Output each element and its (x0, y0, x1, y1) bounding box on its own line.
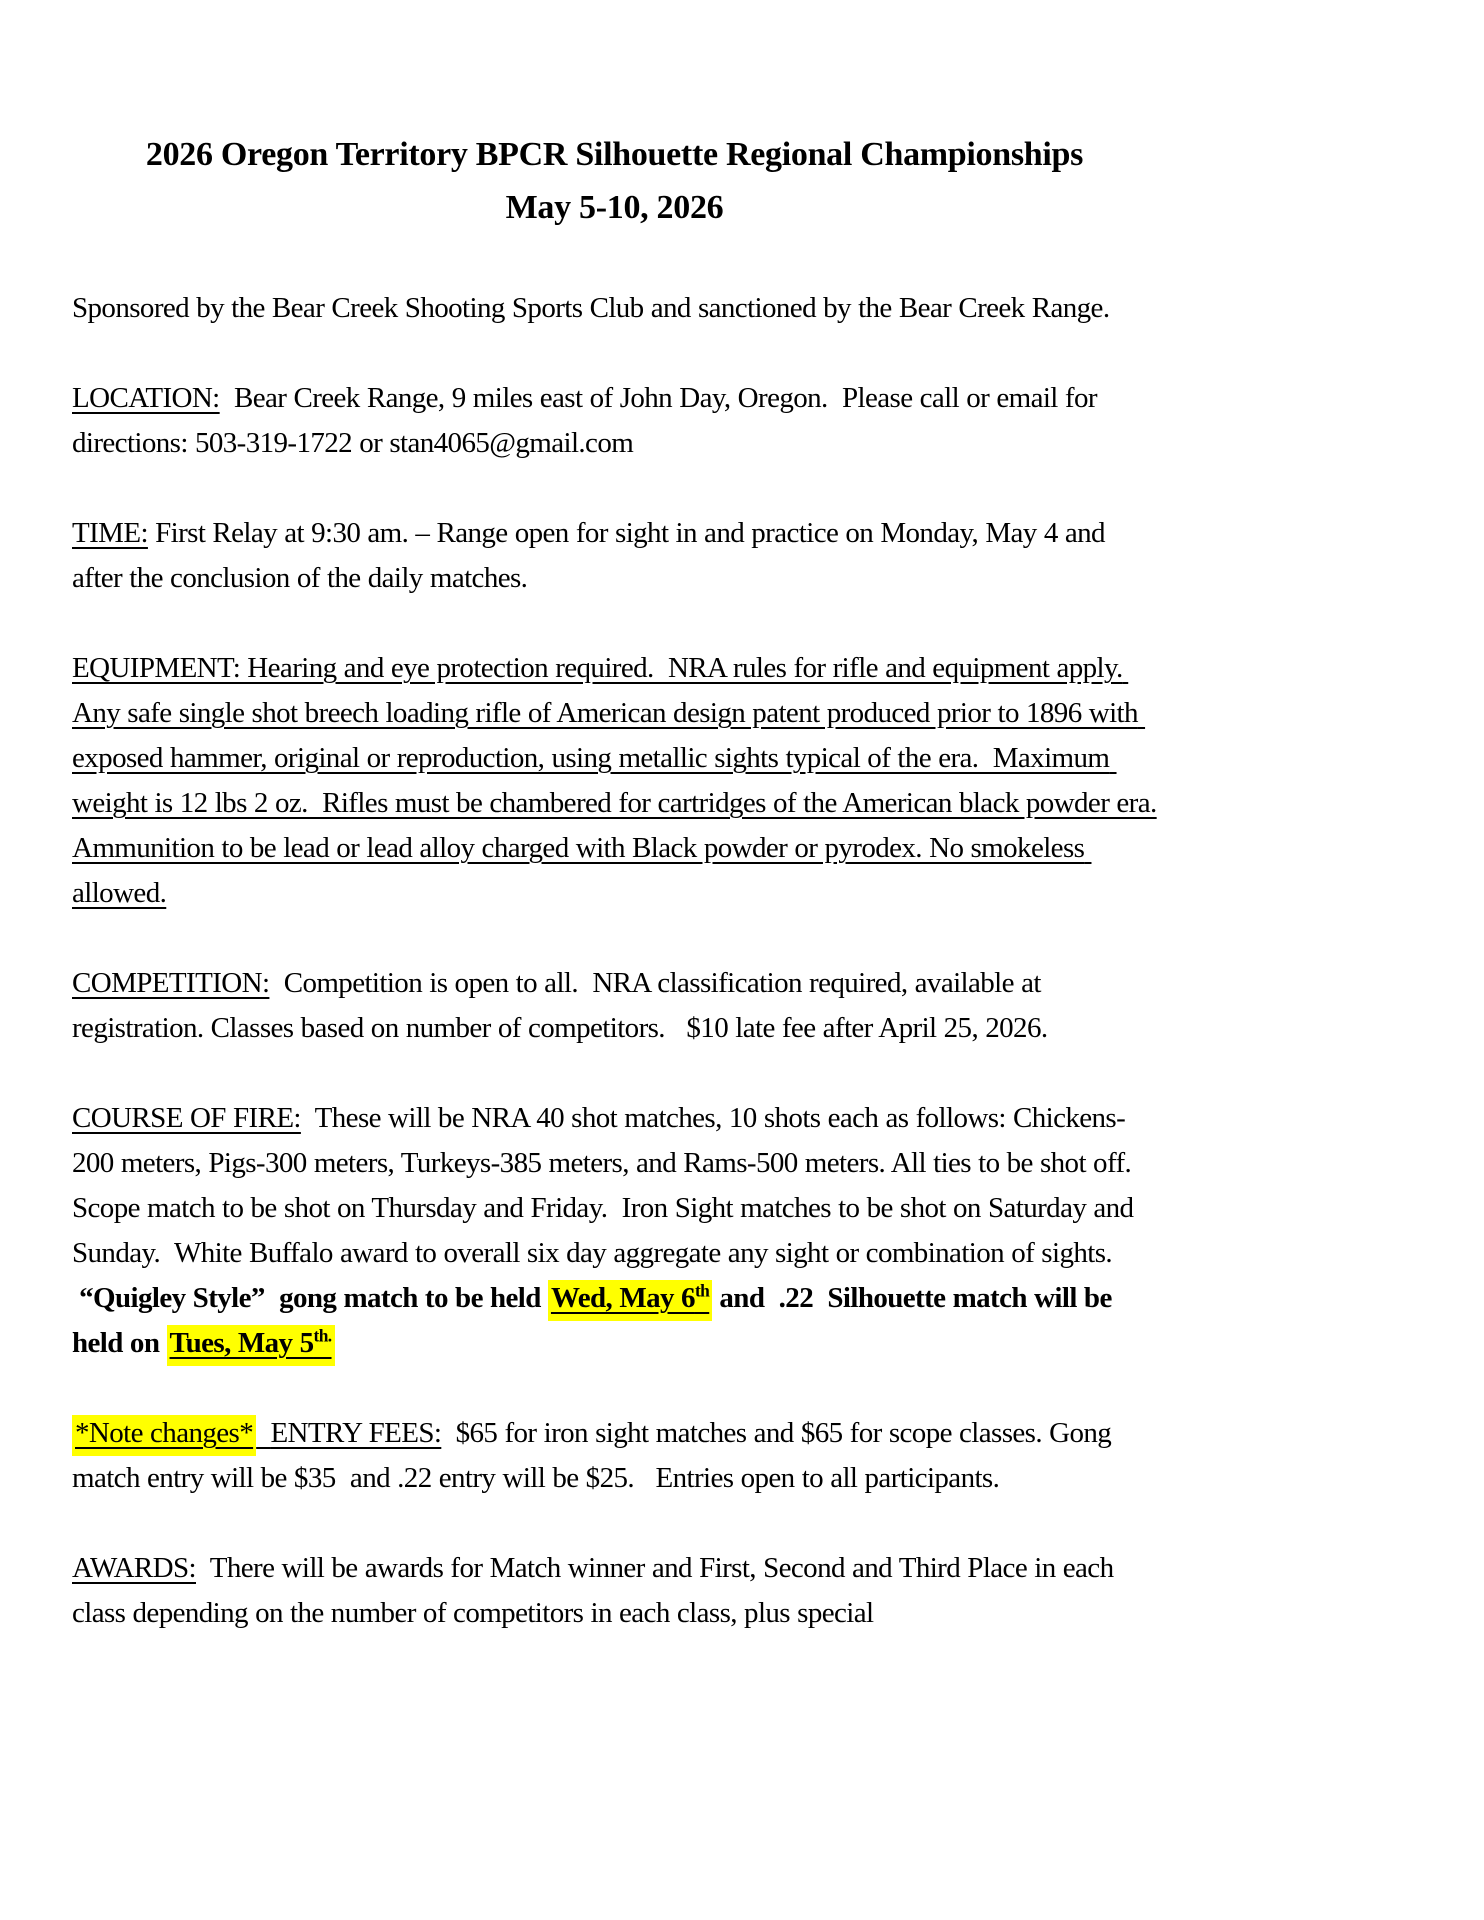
text-run: “Quigley Style” gong match to be held (72, 1282, 548, 1314)
text-run: Sponsored by the Bear Creek Shooting Sports Club and sanctioned by the Bear Creek Range. (72, 292, 1110, 324)
text-run: and .22 Silhouette match will be held on (72, 1282, 1119, 1359)
text-run: Ammunition to be lead or lead alloy charged with Black powder or pyrodex. No smokeless allowed. (72, 832, 1092, 909)
paragraph-location (72, 376, 1157, 466)
text-run: TIME: (72, 517, 148, 549)
text-run: AWARDS: (72, 1552, 196, 1584)
highlighted-text-run (548, 1280, 712, 1321)
highlighted-text-run (167, 1325, 335, 1366)
text-run: COURSE OF FIRE: (72, 1102, 301, 1134)
text-run: th. (313, 1325, 332, 1346)
document-title (72, 128, 1157, 234)
paragraph-competition (72, 961, 1157, 1051)
text-run: These will be NRA 40 shot matches, 10 shots each as follows: Chickens-200 meters, Pigs-300 meters, Turkeys-385 meters, and Rams-500 meters. All ties to be shot off. Scope match to be shot on Thursday and Friday. Iron Sight matches to be shot on Saturday and Sunday. White Buffalo award to overall six day aggregate any sight or combination of sights. (72, 1102, 1146, 1269)
document-page (72, 128, 1157, 1681)
text-run: Tues, May 5 (169, 1327, 314, 1359)
paragraph-course-of-fire (72, 1096, 1157, 1366)
text-run: ENTRY FEES: (270, 1417, 442, 1449)
text-run: There will be awards for Match winner and First, Second and Third Place in each class depending on the number of competitors in each class, plus special (72, 1552, 1121, 1629)
text-run: $65 for iron sight matches and $65 for scope classes. Gong match entry will be $35 and .22 entry will be $25. Entries open to all participants. (72, 1417, 1119, 1494)
title-line-1: 2026 Oregon Territory BPCR Silhouette Regional Championships (145, 136, 1084, 173)
highlighted-text-run: *Note changes* (72, 1415, 256, 1456)
text-run: First Relay at 9:30 am. – Range open for sight in and practice on Monday, May 4 and after the conclusion of the daily matches. (72, 517, 1113, 594)
paragraph-equipment (72, 646, 1157, 916)
text-run (256, 1417, 270, 1449)
paragraph-entry-fees (72, 1411, 1157, 1501)
text-run: LOCATION: (72, 382, 220, 414)
text-run: th (694, 1280, 710, 1301)
text-run: Wed, May 6 (550, 1282, 695, 1314)
text-run: COMPETITION: (72, 967, 270, 999)
paragraph-time (72, 511, 1157, 601)
title-line-2: May 5-10, 2026 (505, 189, 724, 226)
text-run: Competition is open to all. NRA classification required, available at registration. Classes based on number of competitors. $10 late fee after April 25, 2026. (72, 967, 1048, 1044)
text-run: EQUIPMENT: Hearing and eye protection required. NRA rules for rifle and equipment apply. Any safe single shot breech loading rifle of American design patent produced prior to 1896 with exposed hammer, original or reproduction, using metallic sights typical of the era. Maximum weight is 12 lbs 2 oz. Rifles must be chambered for cartridges of the American black powder era. (72, 652, 1157, 819)
paragraph-sponsor (72, 286, 1157, 331)
text-run: Bear Creek Range, 9 miles east of John Day, Oregon. Please call or email for directions: 503-319-1722 or stan4065@gmail.com (72, 382, 1105, 459)
paragraph-awards (72, 1546, 1157, 1636)
